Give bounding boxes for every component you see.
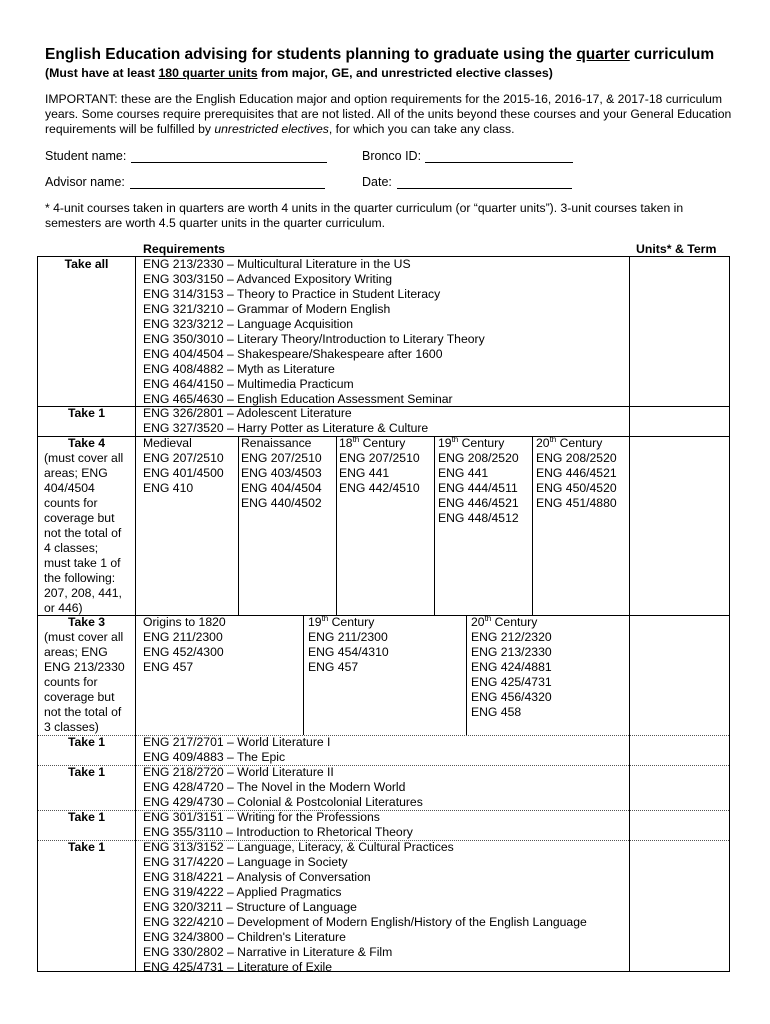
course-item: ENG 404/4504 [241, 481, 322, 495]
course-item: ENG 446/4521 [438, 496, 519, 510]
take4-divider-1 [238, 436, 239, 615]
medieval-column [143, 436, 224, 496]
student-name-field[interactable] [131, 162, 327, 163]
course-item: ENG 320/3211 – Structure of Language [143, 900, 357, 914]
take4-divider-2 [336, 436, 337, 615]
course-item: ENG 324/3800 – Children's Literature [143, 930, 346, 944]
course-item: ENG 448/4512 [438, 511, 519, 525]
requirements-table [37, 256, 730, 972]
take-4-label: Take 4 (must cover all areas; ENG 404/4504 counts for coverage but not the total of 4 classes; must take 1 of the following: 207, 208, 441, or 446) [44, 436, 124, 615]
course-item: ENG 208/2520 [536, 451, 617, 465]
course-item: ENG 323/3212 – Language Acquisition [143, 317, 354, 331]
course-item: ENG 207/2510 [339, 451, 420, 465]
course-item: ENG 404/4504 – Shakespeare/Shakespeare after 1600 [143, 347, 443, 361]
course-item: ENG 319/4222 – Applied Pragmatics [143, 885, 342, 899]
units-term-cell[interactable] [630, 616, 730, 735]
course-item: ENG 207/2510 [241, 451, 322, 465]
course-item: ENG 465/4630 – English Education Assessment Seminar [143, 392, 453, 406]
course-item: ENG 454/4310 [308, 645, 389, 659]
period-heading: Medieval [143, 436, 192, 450]
19th-century-column [438, 436, 519, 526]
advisor-name-label: Advisor name: [45, 175, 125, 189]
course-item: ENG 457 [143, 660, 194, 674]
course-item: ENG 441 [339, 466, 390, 480]
course-item: ENG 403/4503 [241, 466, 322, 480]
18th-century-column [339, 436, 420, 496]
course-item: ENG 425/4731 – Literature of Exile [143, 960, 333, 974]
course-item: ENG 450/4520 [536, 481, 617, 495]
course-item: ENG 327/3520 – Harry Potter as Literature & Culture [143, 421, 429, 435]
course-item: ENG 326/2801 – Adolescent Literature [143, 406, 352, 420]
course-item: ENG 452/4300 [143, 645, 224, 659]
course-item: ENG 218/2720 – World Literature II [143, 765, 334, 779]
language-courses [143, 840, 587, 975]
important-paragraph: IMPORTANT: these are the English Education major and option requirements for the 2015-16, 2016-17, & 2017-18 curriculum years. Some courses require prerequisites that are not listed. All of the units beyond these courses and your General Education requirements will be fulfilled by unrestricted electives, for which you can take any class. [45, 92, 732, 136]
world-lit-1-courses [143, 735, 330, 765]
period-heading: 19th Century [438, 434, 505, 450]
course-item: ENG 441 [438, 466, 489, 480]
course-item: ENG 425/4731 [471, 675, 552, 689]
units-term-cell[interactable] [630, 811, 730, 840]
course-item: ENG 303/3150 – Advanced Expository Writing [143, 272, 393, 286]
units-term-cell[interactable] [630, 736, 730, 765]
course-item: ENG 322/4210 – Development of Modern English/History of the English Language [143, 915, 587, 929]
date-field[interactable] [397, 188, 572, 189]
course-item: ENG 330/2802 – Narrative in Literature & Film [143, 945, 393, 959]
course-item: ENG 350/3010 – Literary Theory/Introduction to Literary Theory [143, 332, 485, 346]
page-title: English Education advising for students planning to graduate using the quarter curriculum [45, 46, 715, 63]
course-item: ENG 451/4880 [536, 496, 617, 510]
take-3-label: Take 3 (must cover all areas; ENG ENG 213/2330 counts for coverage but not the total of 3 classes) [44, 615, 125, 734]
course-item: ENG 211/2300 [308, 630, 388, 644]
units-term-cell[interactable] [630, 841, 730, 971]
course-item: ENG 301/3151 – Writing for the Professions [143, 810, 380, 824]
course-item: ENG 212/2320 [471, 630, 552, 644]
take-1-world-lit-1-label: Take 1 [67, 735, 106, 749]
course-item: ENG 464/4150 – Multimedia Practicum [143, 377, 354, 391]
take4-divider-4 [532, 436, 533, 615]
course-item: ENG 213/2330 – Multicultural Literature in the US [143, 257, 411, 271]
20th-century-column [536, 436, 617, 511]
units-term-header: Units* & Term [636, 242, 717, 256]
course-item: ENG 424/4881 [471, 660, 552, 674]
units-term-cell[interactable] [630, 257, 730, 406]
date-label: Date: [362, 175, 392, 189]
student-name-label: Student name: [45, 149, 127, 163]
course-item: ENG 401/4500 [143, 466, 224, 480]
course-item: ENG 444/4511 [438, 481, 518, 495]
course-item: ENG 440/4502 [241, 496, 322, 510]
units-term-cell[interactable] [630, 766, 730, 810]
period-heading: 19th Century [308, 613, 375, 629]
course-item: ENG 314/3153 – Theory to Practice in Student Literacy [143, 287, 441, 301]
course-item: ENG 355/3110 – Introduction to Rhetorical Theory [143, 825, 413, 839]
units-term-cell[interactable] [630, 407, 730, 436]
units-term-cell[interactable] [630, 437, 730, 615]
course-item: ENG 410 [143, 481, 194, 495]
course-item: ENG 458 [471, 705, 522, 719]
course-item: ENG 208/2520 [438, 451, 519, 465]
take-1-label: Take 1 [67, 406, 106, 420]
take-1-courses [143, 406, 428, 436]
course-item: ENG 409/4883 – The Epic [143, 750, 286, 764]
course-item: ENG 211/2300 [143, 630, 223, 644]
bronco-id-label: Bronco ID: [362, 149, 422, 163]
course-item: ENG 429/4730 – Colonial & Postcolonial Literatures [143, 795, 423, 809]
take-all-courses [143, 257, 485, 407]
requirements-header: Requirements [143, 242, 226, 256]
period-heading: Origins to 1820 [143, 615, 226, 629]
american-20th-column [471, 615, 552, 720]
course-item: ENG 456/4320 [471, 690, 552, 704]
course-item: ENG 318/4221 – Analysis of Conversation [143, 870, 371, 884]
renaissance-column [241, 436, 322, 511]
units-note: * 4-unit courses taken in quarters are worth 4 units in the quarter curriculum (or “quarter units”). 3-unit courses taken in semesters are worth 4.5 quarter units in the quarter curriculum. [45, 201, 684, 230]
bronco-id-field[interactable] [425, 162, 573, 163]
period-heading: Renaissance [241, 436, 312, 450]
period-heading: 20th Century [471, 613, 538, 629]
course-item: ENG 457 [308, 660, 359, 674]
take4-divider-3 [434, 436, 435, 615]
period-heading: 18th Century [339, 434, 406, 450]
american-19th-column [308, 615, 389, 675]
course-item: ENG 428/4720 – The Novel in the Modern World [143, 780, 406, 794]
course-item: ENG 207/2510 [143, 451, 224, 465]
origins-column [143, 615, 226, 675]
course-item: ENG 213/2330 [471, 645, 552, 659]
writing-courses [143, 810, 413, 840]
take3-divider-2 [466, 615, 467, 735]
take-1-writing-label: Take 1 [67, 810, 106, 824]
world-lit-2-courses [143, 765, 423, 810]
course-item: ENG 408/4882 – Myth as Literature [143, 362, 335, 376]
take-1-language-label: Take 1 [67, 840, 106, 854]
course-item: ENG 321/3210 – Grammar of Modern English [143, 302, 391, 316]
course-item: ENG 217/2701 – World Literature I [143, 735, 331, 749]
course-item: ENG 317/4220 – Language in Society [143, 855, 348, 869]
advisor-name-field[interactable] [130, 188, 325, 189]
course-item: ENG 442/4510 [339, 481, 420, 495]
row-divider [38, 735, 729, 736]
page-subtitle: (Must have at least 180 quarter units from major, GE, and unrestricted elective classes) [45, 66, 553, 80]
course-item: ENG 446/4521 [536, 466, 617, 480]
take-all-label: Take all [64, 257, 109, 271]
take3-divider-1 [303, 615, 304, 735]
take-1-world-lit-2-label: Take 1 [67, 765, 106, 779]
period-heading: 20th Century [536, 434, 603, 450]
course-item: ENG 313/3152 – Language, Literacy, & Cultural Practices [143, 840, 454, 854]
